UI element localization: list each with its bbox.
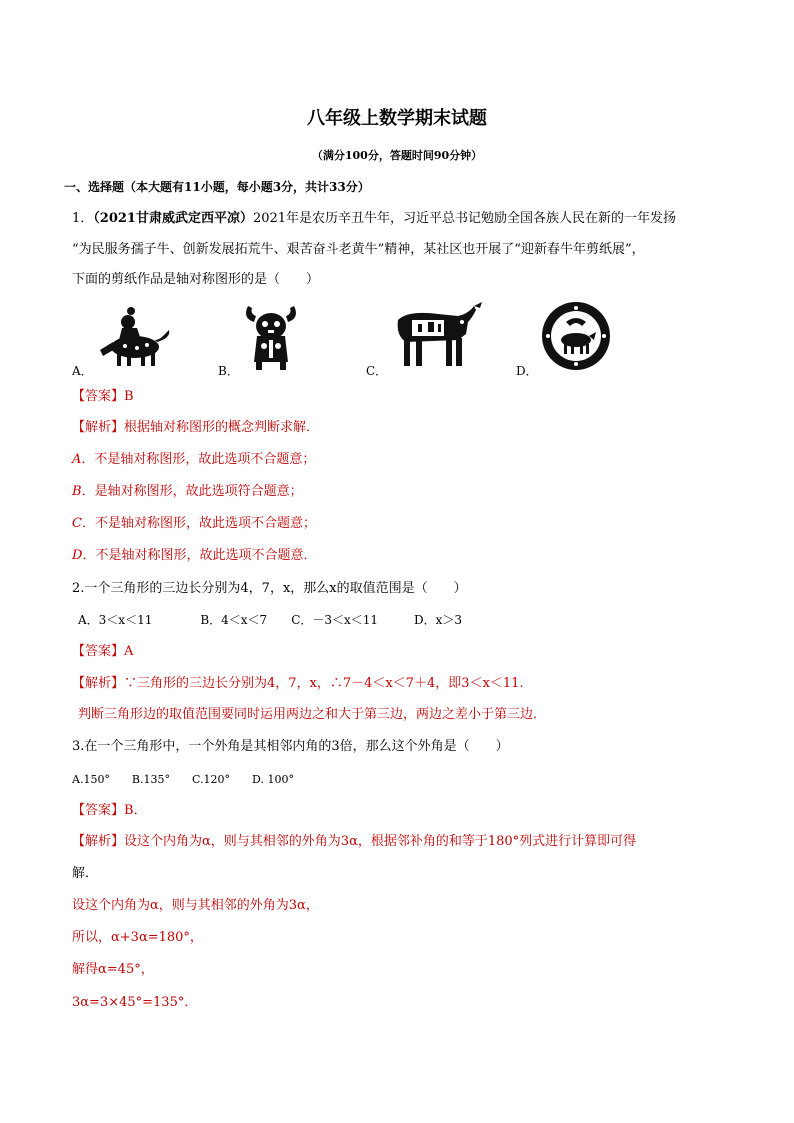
analysis-text: 根据轴对称图形的概念判断求解． bbox=[124, 420, 320, 435]
answer-tag: 【答案】 bbox=[72, 389, 125, 404]
q1-source: （2021甘肃威武定西平凉） bbox=[93, 211, 253, 226]
q3-step1: 设这个内角为α，则与其相邻的外角为3α， bbox=[72, 898, 319, 913]
q1-option-a: A． bbox=[72, 364, 93, 378]
q3-analysis: 【解析】设这个内角为α，则与其相邻的外角为3α，根据邻补角的和等于180°列式进行计算即可得 bbox=[72, 834, 637, 849]
q1-explain-c: C．不是轴对称图形，故此选项不合题意； bbox=[72, 516, 316, 531]
q2-analysis: 【解析】∵三角形的三边长分别为4，7，x，∴7－4＜x＜7＋4，即3＜x＜11. bbox=[72, 676, 524, 691]
q1-explain-a: A．不是轴对称图形，故此选项不合题意； bbox=[72, 452, 316, 467]
q1-option-c: C． bbox=[366, 364, 388, 378]
q2-options: A．3＜x＜11 B．4＜x＜7 C．－3＜x＜11 D．x＞3 bbox=[78, 613, 463, 627]
ox-papercut-d-image bbox=[540, 300, 612, 372]
q1-line3: 下面的剪纸作品是轴对称图形的是（ ） bbox=[72, 272, 320, 287]
q3-text: 3.在一个三角形中，一个外角是其相邻内角的3倍，那么这个外角是（ ） bbox=[72, 739, 509, 754]
answer-value: B bbox=[124, 389, 134, 404]
section-heading: 一、选择题（本大题有11小题，每小题3分，共计33分） bbox=[64, 180, 370, 194]
q1-option-d: D． bbox=[516, 364, 538, 378]
q1-text1: 2021年是农历辛丑牛年，习近平总书记勉励全国各族人民在新的一年发扬 bbox=[252, 211, 677, 226]
q1-option-b: B． bbox=[218, 364, 239, 378]
q1-explain-b: B．是轴对称图形，故此选项符合题意； bbox=[72, 484, 303, 499]
q1-analysis bbox=[72, 419, 319, 437]
ox-papercut-c-image bbox=[388, 300, 484, 370]
q2-analysis-line2: 判断三角形边的取值范围要同时运用两边之和大于第三边，两边之差小于第三边． bbox=[78, 707, 547, 722]
ox-papercut-b-image bbox=[240, 300, 302, 372]
q1-line2: “为民服务孺子牛、创新发展拓荒牛、艰苦奋斗老黄牛”精神，某社区也开展了“迎新春牛年剪纸展”， bbox=[72, 242, 645, 257]
q3-analysis-cont: 解． bbox=[72, 866, 99, 881]
analysis-tag: 【解析】 bbox=[72, 420, 125, 435]
page-title: 八年级上数学期末试题 bbox=[307, 108, 487, 129]
q3-step3: 解得α=45°， bbox=[72, 962, 154, 977]
q1-answer bbox=[72, 388, 134, 406]
q2-text: 2.一个三角形的三边长分别为4，7，x，那么x的取值范围是（ ） bbox=[72, 581, 467, 596]
q1-explain-d: D．不是轴对称图形，故此选项不合题意． bbox=[72, 548, 317, 563]
ox-papercut-a-image bbox=[95, 302, 173, 368]
q1-number: 1． bbox=[72, 211, 94, 226]
q3-answer: 【答案】B． bbox=[72, 803, 147, 818]
q1-line1 bbox=[72, 210, 676, 228]
page-subtitle: （满分100分，答题时间90分钟） bbox=[311, 149, 483, 162]
q3-options: A.150° B.135° C.120° D. 100° bbox=[72, 773, 294, 786]
q2-answer: 【答案】A bbox=[72, 644, 134, 659]
q3-step4: 3α=3×45°=135°． bbox=[72, 995, 198, 1010]
q3-step2: 所以，α+3α=180°， bbox=[72, 930, 203, 945]
